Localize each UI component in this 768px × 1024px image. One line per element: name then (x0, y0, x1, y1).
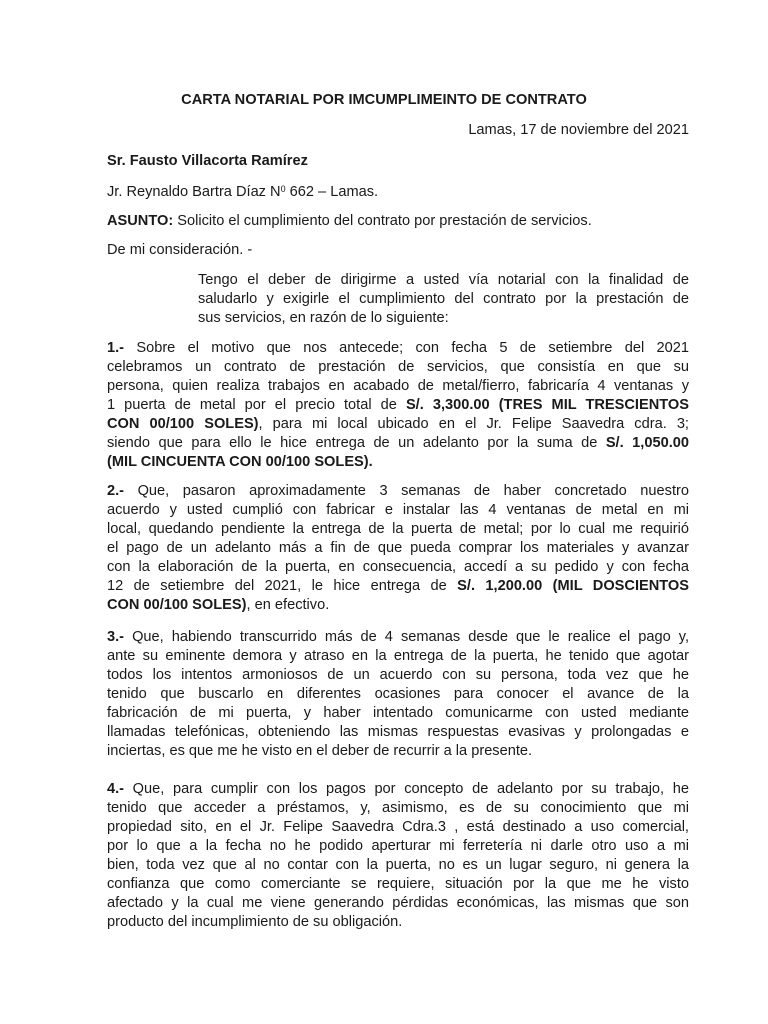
subject-label: ASUNTO: (107, 213, 174, 229)
paragraph-line (107, 685, 689, 704)
paragraph-line (107, 913, 689, 932)
paragraph-line (107, 666, 689, 685)
text-segment: 1 puerta de metal por el precio total de (107, 397, 406, 413)
paragraph-line (107, 837, 689, 856)
paragraph-1 (107, 339, 689, 472)
text-segment: Que, pasaron aproximadamente 3 semanas de haber concretado nuestro (124, 483, 689, 499)
text-segment: fabricación de mi puerta, y haber intentado comunicarme con usted mediante (107, 705, 689, 721)
text-segment: confianza que como comerciante se requiere, situación por la que me he visto (107, 876, 689, 892)
paragraph-4 (107, 780, 689, 932)
paragraph-line (107, 501, 689, 520)
text-segment: Que, habiendo transcurrido más de 4 semanas desde que le realice el pago y, (124, 629, 689, 645)
text-segment: 12 de setiembre del 2021, le hice entrega de (107, 578, 458, 594)
recipient-name: Sr. Fausto Villacorta Ramírez (107, 153, 308, 169)
text-segment: afectado y la cual me viene generando pérdidas económicas, las mismas que son (107, 895, 689, 911)
paragraph-number: 1.- (107, 340, 125, 356)
text-segment: bien, toda vez que al no contar con la puerta, no es un lugar seguro, ni genera la (107, 857, 689, 873)
text-segment: propiedad sito, en el Jr. Felipe Saavedra Cdra.3 , está destinado a uso comercial, (107, 819, 689, 835)
text-segment: todos los intentos armoniosos de un acuerdo con su persona, toda vez que he (107, 667, 689, 683)
intro-paragraph (198, 271, 689, 328)
intro-line: sus servicios, en razón de lo siguiente: (198, 310, 449, 326)
paragraph-number: 2.- (107, 483, 125, 499)
bold-text: S/. 1,050.00 (605, 435, 689, 451)
paragraph-line (107, 596, 689, 615)
text-segment: Sobre el motivo que nos antecede; con fecha 5 de setiembre del 2021 (124, 340, 689, 356)
paragraph-line (107, 482, 689, 501)
paragraph-line (107, 628, 689, 647)
paragraph-2 (107, 482, 689, 615)
text-segment: , para mi local ubicado en el Jr. Felipe Saavedra cdra. 3; (258, 416, 689, 432)
paragraph-line (107, 818, 689, 837)
text-segment: inciertas, es que me he visto en el deber de recurrir a la presente. (107, 743, 533, 759)
address-prefix: Jr. Reynaldo Bartra Díaz N (107, 184, 281, 200)
salutation: De mi consideración. - (107, 242, 253, 258)
text-segment: con la elaboración de la puerta, en consecuencia, accedí a su pedido y con fecha (107, 559, 689, 575)
text-segment: ante su eminente demora y atraso en la entrega de la puerta, he tenido que agotar (107, 648, 689, 664)
bold-text: CON 00/100 SOLES) (107, 416, 259, 432)
paragraph-line (107, 780, 689, 799)
bold-text: S/. 1,200.00 (MIL DOSCIENTOS (457, 578, 690, 594)
text-segment: acuerdo y usted cumplió con fabricar e instalar las 4 ventanas de metal en mi (107, 502, 689, 518)
paragraph-3 (107, 628, 689, 761)
paragraph-line (107, 704, 689, 723)
bold-text: CON 00/100 SOLES) (107, 597, 247, 613)
paragraph-line (107, 742, 689, 761)
text-segment: tenido que buscarlo en diferentes ocasiones para conocer el avance de la (107, 686, 689, 702)
paragraph-line (107, 520, 689, 539)
paragraph-number: 3.- (107, 629, 125, 645)
bold-text: (MIL CINCUENTA CON 00/100 SOLES). (107, 454, 373, 470)
paragraph-line (107, 453, 689, 472)
text-segment: Que, para cumplir con los pagos por concepto de adelanto por su trabajo, he (124, 781, 689, 797)
paragraph-line (107, 647, 689, 666)
recipient-address (107, 183, 689, 202)
text-segment: por lo que a la fecha no he podido aperturar mi ferretería ni darle otro uso a mi (107, 838, 689, 854)
text-segment: producto del incumplimiento de su obligación. (107, 914, 403, 930)
subject-text: Solicito el cumplimiento del contrato por prestación de servicios. (173, 213, 592, 229)
paragraph-line (107, 539, 689, 558)
paragraph-line (107, 875, 689, 894)
paragraph-line (107, 856, 689, 875)
text-segment: local, quedando pendiente la entrega de la puerta de metal; por lo cual me requirió (107, 521, 689, 537)
address-suffix: 662 – Lamas. (285, 184, 379, 200)
text-segment: persona, quien realiza trabajos en acabado de metal/fierro, fabricaría 4 ventanas y (107, 378, 689, 394)
text-segment: celebramos un contrato de prestación de servicios, que consistía en que su (107, 359, 689, 375)
paragraph-line (107, 396, 689, 415)
text-segment: el pago de un adelanto más a fin de que pueda comprar los materiales y avanzar (107, 540, 689, 556)
paragraph-line (107, 558, 689, 577)
paragraph-line (107, 339, 689, 358)
text-segment: llamadas telefónicas, obteniendo las mismas respuestas evasivas y prolongadas e (107, 724, 689, 740)
text-segment: tenido que acceder a préstamos, y, asimismo, es de su conocimiento que mi (107, 800, 689, 816)
paragraph-line (107, 799, 689, 818)
text-segment: , en efectivo. (246, 597, 330, 613)
paragraph-line (107, 434, 689, 453)
address-superscript: 0 (280, 184, 286, 194)
paragraph-line (107, 577, 689, 596)
paragraph-line (107, 894, 689, 913)
intro-line: Tengo el deber de dirigirme a usted vía notarial con la finalidad de (198, 272, 689, 288)
text-segment: siendo que para ello le hice entrega de un adelanto por la suma de (107, 435, 606, 451)
bold-text: S/. 3,300.00 (TRES MIL TRESCIENTOS (405, 397, 689, 413)
paragraph-line (107, 377, 689, 396)
intro-line: saludarlo y exigirle el cumplimiento del contrato por la prestación de (198, 291, 689, 307)
subject-line (107, 212, 689, 231)
paragraph-line (107, 723, 689, 742)
paragraph-line (107, 358, 689, 377)
paragraph-line (107, 415, 689, 434)
place-date: Lamas, 17 de noviembre del 2021 (468, 122, 689, 138)
document-title: CARTA NOTARIAL POR IMCUMPLIMEINTO DE CONTRATO (181, 92, 587, 108)
paragraph-number: 4.- (107, 781, 125, 797)
